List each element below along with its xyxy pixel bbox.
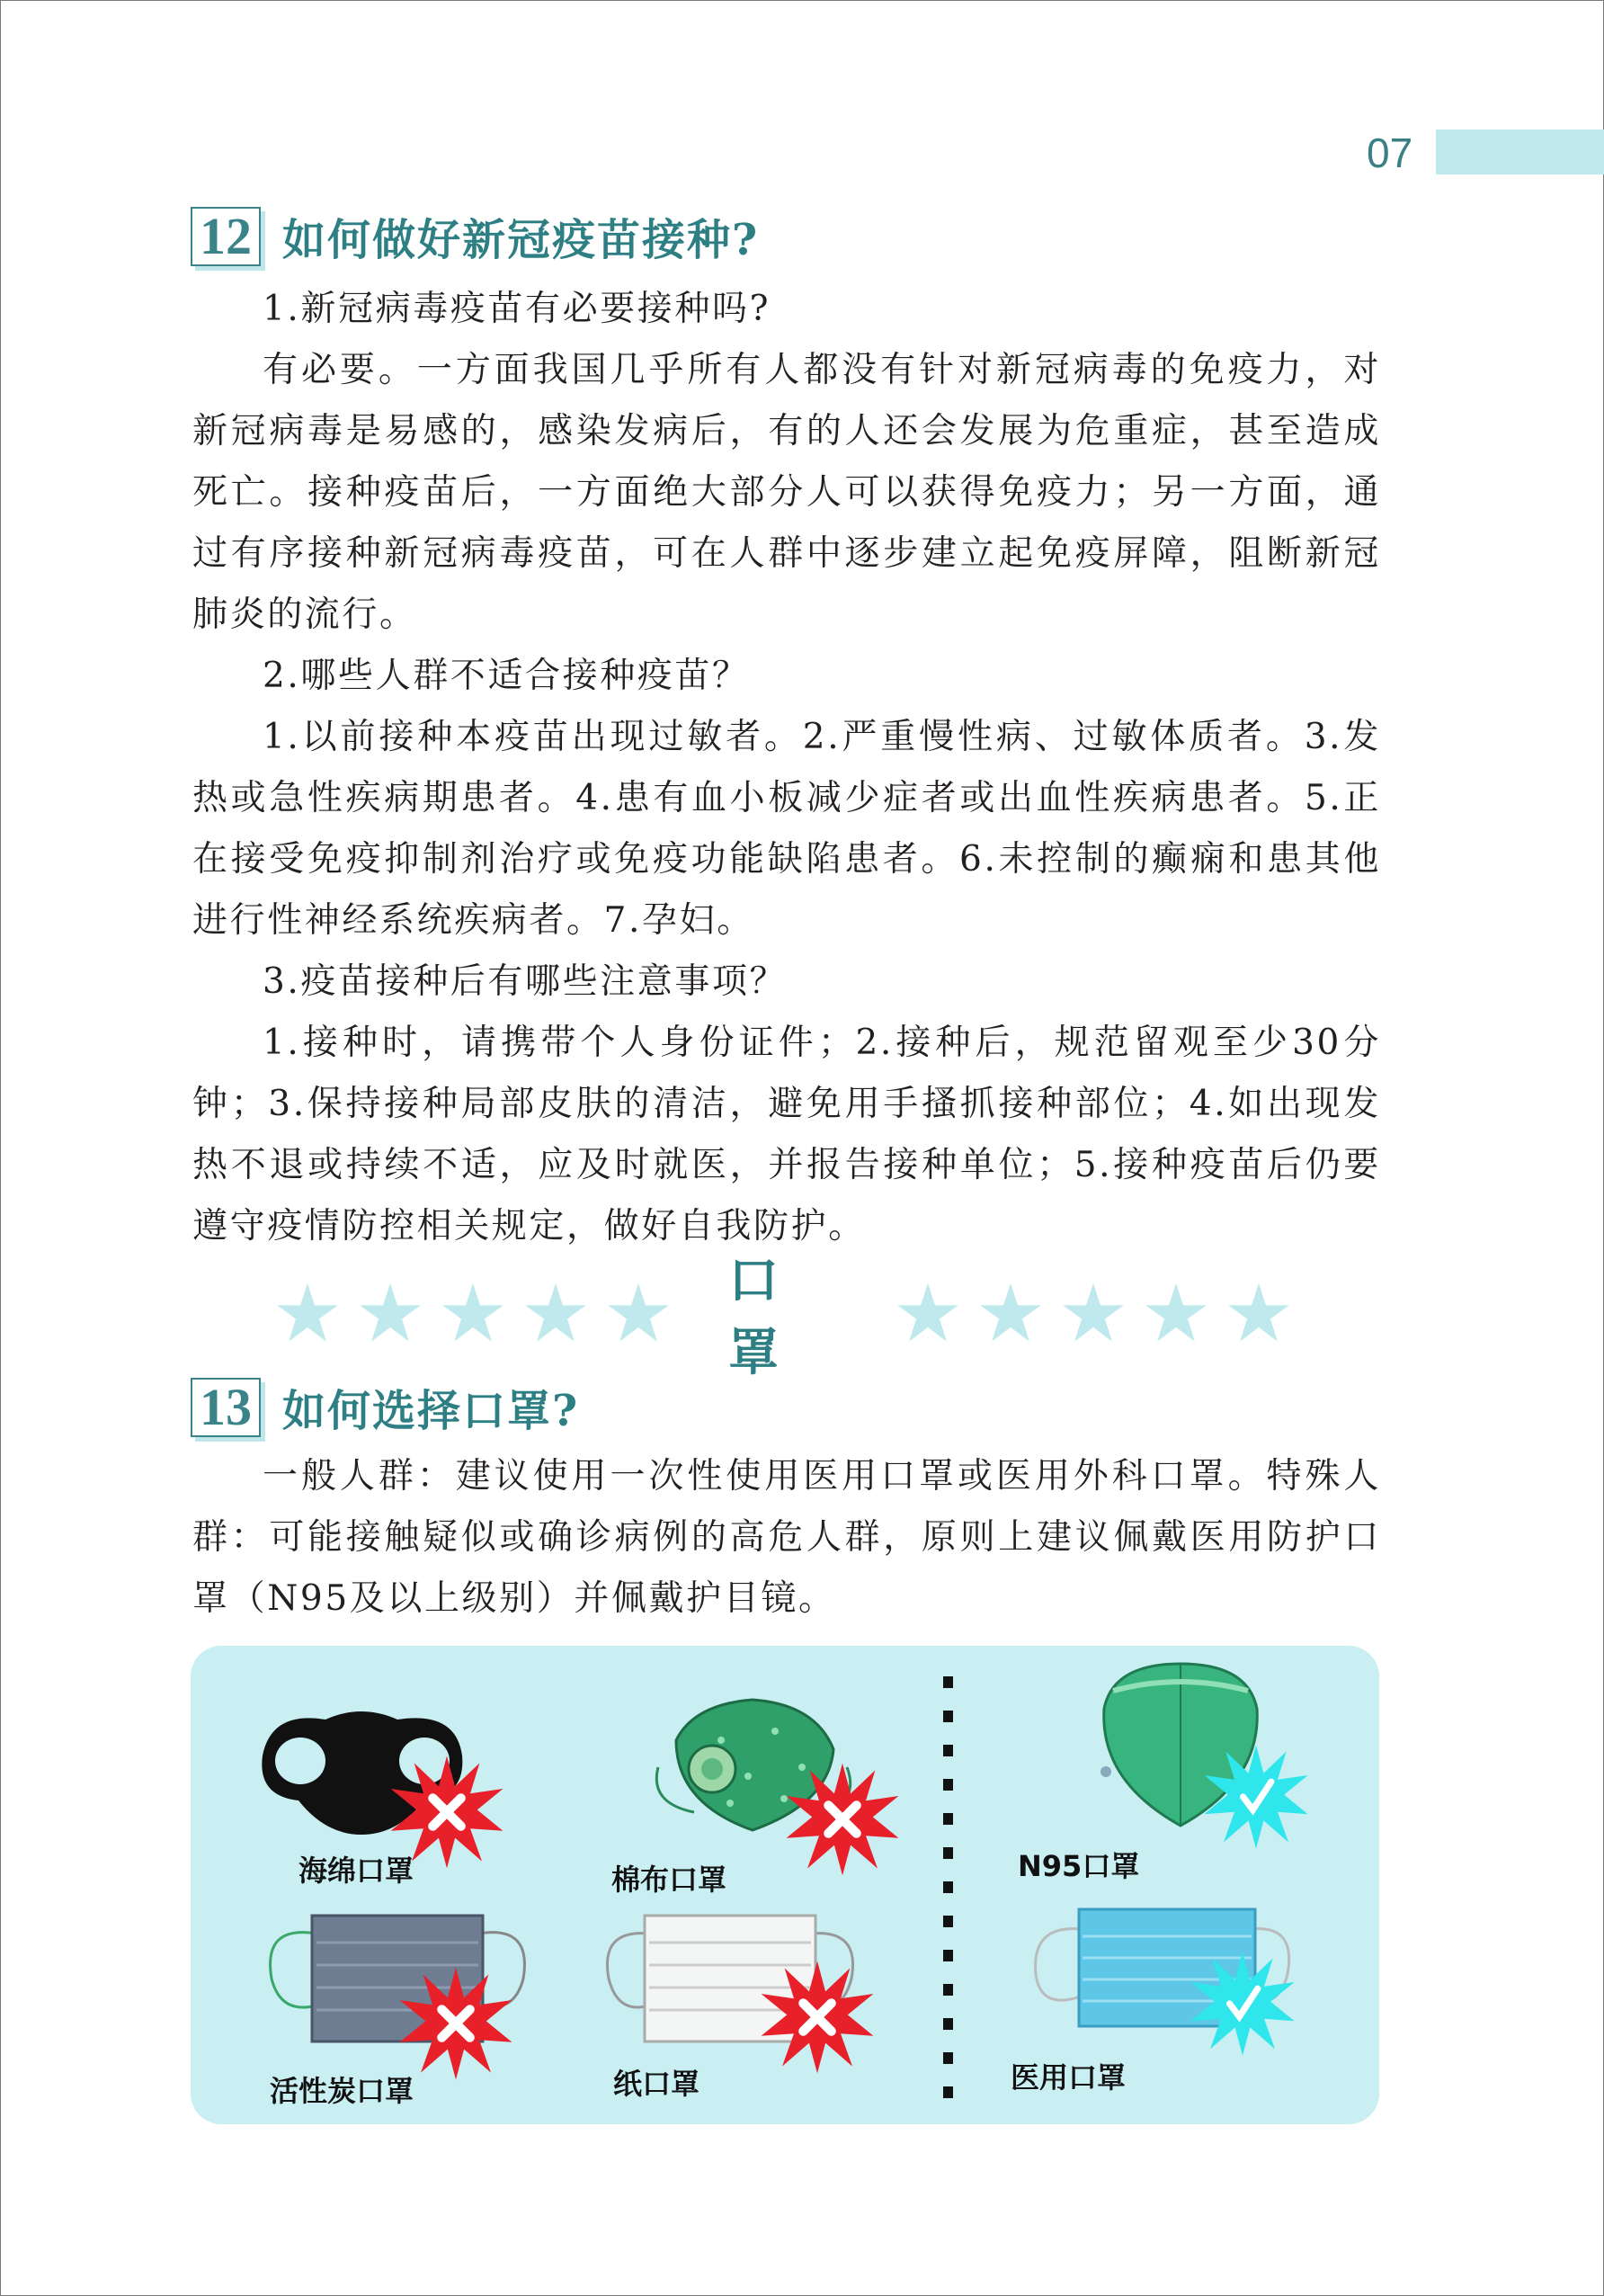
mask-label: 纸口罩 [613, 2067, 700, 2101]
cyan-check-burst-icon [1189, 1950, 1297, 2058]
question-1: 1.新冠病毒疫苗有必要接种吗? [263, 289, 771, 329]
section-divider [275, 1251, 1291, 1382]
star-icon [1226, 1281, 1291, 1345]
mask-label: N95口罩 [1018, 1849, 1140, 1883]
star-icon [358, 1281, 423, 1345]
star-icon [523, 1281, 588, 1345]
mask-label: 医用口罩 [1011, 2060, 1127, 2095]
question-3: 3.疫苗接种后有哪些注意事项？ [263, 961, 788, 1002]
medical-mask-verdict [1189, 1950, 1297, 2058]
stars-right [896, 1281, 1291, 1345]
star-icon [978, 1281, 1043, 1345]
mask-advice: 一般人群：建议使用一次性使用医用口罩或医用外科口罩。特殊人群：可能接触疑似或确诊病例的高危人群，原则上建议佩戴医用防护口罩（N95及以上级别）并佩戴护目镜。 [192, 1456, 1381, 1619]
section-13-body [192, 1446, 1381, 1630]
mask-label: 棉布口罩 [611, 1863, 727, 1897]
section-number: 12 [191, 207, 261, 266]
mask-label: 海绵口罩 [299, 1854, 414, 1888]
page-number: 07 [1367, 130, 1413, 176]
page-number-bar [1436, 130, 1604, 174]
section-title: 如何做好新冠疫苗接种? [282, 215, 760, 265]
answer-2: 1.以前接种本疫苗出现过敏者。2.严重慢性病、过敏体质者。3.发热或急性疾病期患者。4.患有血小板减少症者或出血性疾病患者。5.正在接受免疫抑制剂治疗或免疫功能缺陷患者。6.未控制的癫痫和患其他进行性神经系统疾病者。7.孕妇。 [192, 717, 1381, 941]
divider-title: 口罩 [728, 1251, 800, 1382]
star-icon [896, 1281, 960, 1345]
activated-carbon-mask-verdict [397, 1965, 514, 2082]
question-2: 2.哪些人群不适合接种疫苗？ [263, 656, 750, 696]
red-cross-burst-icon [759, 1959, 876, 2076]
mask-illustration-panel [191, 1646, 1379, 2124]
paper-mask-verdict [759, 1959, 876, 2076]
section-12-body [192, 279, 1381, 1257]
star-icon [606, 1281, 671, 1345]
n95-mask-verdict [1202, 1743, 1310, 1851]
cyan-check-burst-icon [1202, 1743, 1310, 1851]
cotton-mask-verdict [784, 1761, 901, 1878]
answer-1: 有必要。一方面我国几乎所有人都没有针对新冠病毒的免疫力，对新冠病毒是易感的，感染发病后，有的人还会发展为危重症，甚至造成死亡。接种疫苗后，一方面绝大部分人可以获得免疫力；另一方面，通过有序接种新冠病毒疫苗，可在人群中逐步建立起免疫屏障，阻断新冠肺炎的流行。 [192, 350, 1381, 635]
section-13-heading [191, 1376, 579, 1438]
section-12-heading [191, 205, 759, 267]
red-cross-burst-icon [784, 1761, 901, 1878]
answer-3: 1.接种时，请携带个人身份证件；2.接种后，规范留观至少30分钟；3.保持接种局部皮肤的清洁，避免用手搔抓接种部位；4.如出现发热不退或持续不适，应及时就医，并报告接种单位；5.接种疫苗后仍要遵守疫情防控相关规定，做好自我防护。 [192, 1023, 1381, 1246]
star-icon [1061, 1281, 1126, 1345]
star-icon [275, 1281, 340, 1345]
section-number: 13 [191, 1378, 261, 1437]
red-cross-burst-icon [397, 1965, 514, 2082]
dotted-separator [943, 1676, 954, 2099]
stars-left [275, 1281, 671, 1345]
star-icon [441, 1281, 505, 1345]
mask-label: 活性炭口罩 [270, 2074, 414, 2108]
section-title: 如何选择口罩? [282, 1386, 580, 1436]
star-icon [1144, 1281, 1208, 1345]
